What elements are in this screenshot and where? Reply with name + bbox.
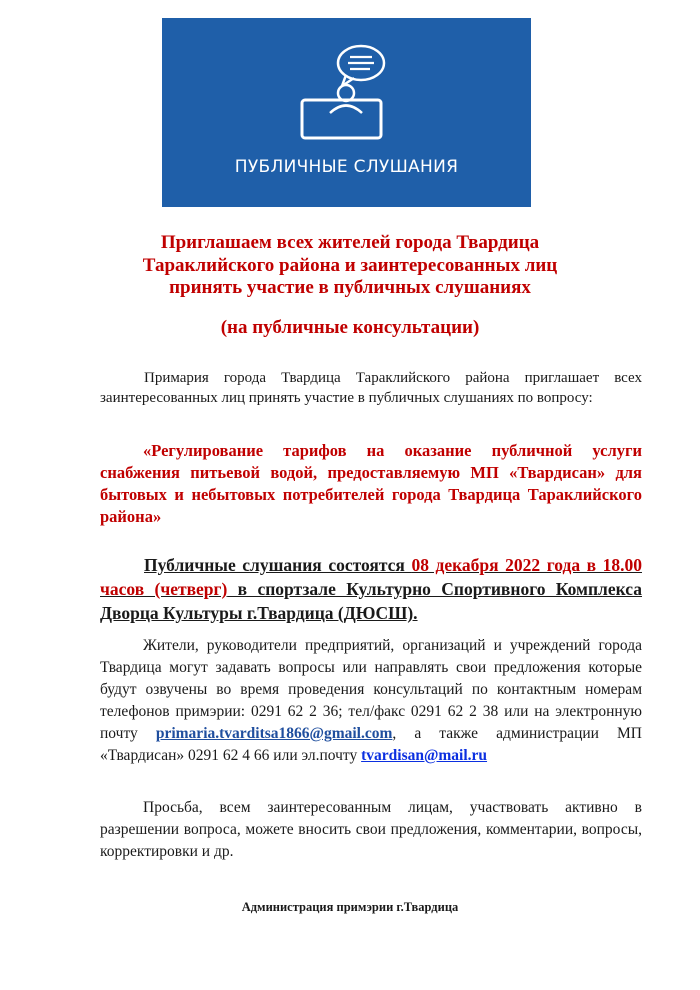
contacts-text-2: , а также администрации МП «Твардисан» 0291 62 4 66 или эл.почту	[100, 725, 642, 764]
heading-line: Приглашаем всех жителей города Твардица	[160, 232, 540, 253]
hearing-date-time: 08 декабря 2022 года в 18.00 часов (четверг)	[100, 555, 642, 599]
hearing-date-prefix: Публичные слушания состоятся	[144, 555, 412, 575]
contacts-paragraph	[100, 635, 642, 767]
hearing-topic: «Регулирование тарифов на оказание публичной услуги снабжения питьевой водой, предоставляемую МП «Твардисан» для бытовых и небытовых потребителей города Твардица Тараклийского района»	[100, 441, 642, 526]
heading-line: принять участие в публичных слушаниях	[169, 277, 531, 298]
speaker-podium-speech-bubble-icon	[162, 18, 531, 207]
public-hearings-banner	[162, 18, 531, 207]
tvardisan-email-link[interactable]: tvardisan@mail.ru	[361, 747, 488, 764]
request-paragraph: Просьба, всем заинтересованным лицам, участвовать активно в разрешении вопроса, можете вносить свои предложения, комментарии, вопросы, корректировки и др.	[100, 799, 642, 860]
primaria-email-link[interactable]: primaria.tvarditsa1866@gmail.com	[155, 725, 393, 742]
intro-paragraph: Примария города Твардица Тараклийского района приглашает всех заинтересованных лиц принять участие в публичных слушаниях по вопросу:	[100, 370, 642, 406]
hearing-location: в спортзале Культурно Спортивного Комплекса Дворца Культуры г.Твардица (ДЮСШ).	[100, 579, 643, 623]
contacts-text: Жители, руководители предприятий, организаций и учреждений города Твардица могут задавать вопросы или направлять свои предложения которые будут озвучены во время проведения консультаций по контактным номерам телефонов примэрии: 0291 62 2 36; тел/факс 0291 62 2 38 или на электронную почту	[100, 637, 642, 742]
banner-title: ПУБЛИЧНЫЕ СЛУШАНИЯ	[234, 157, 459, 177]
invitation-heading	[100, 232, 600, 300]
heading-line: Тараклийского района и заинтересованных лиц	[142, 254, 558, 276]
hearing-date-location	[100, 553, 642, 625]
invitation-subheading: (на публичные консультации)	[220, 317, 480, 338]
administration-signature: Администрация примэрии г.Твардица	[241, 900, 459, 914]
